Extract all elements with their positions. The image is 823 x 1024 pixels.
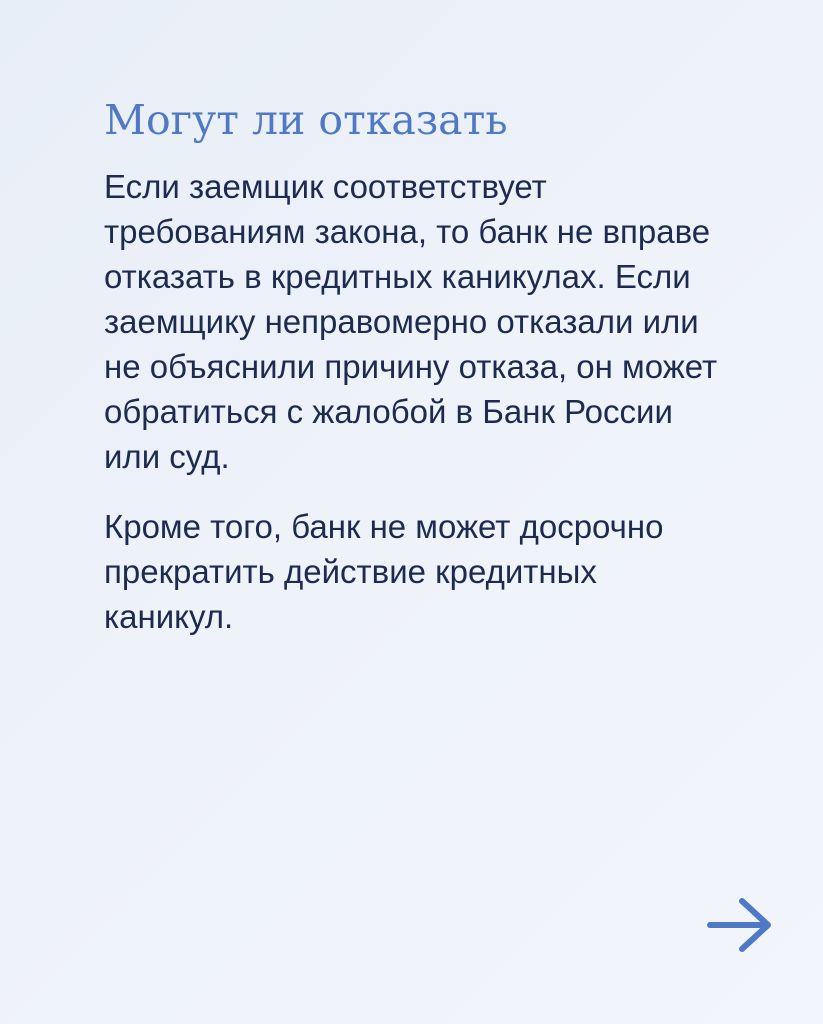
text-line: прекратить действие кредитных [104,553,597,590]
arrow-right-icon[interactable] [706,896,774,954]
paragraph-refusal-rules [104,164,784,479]
text-line: отказать в кредитных каникулах. Если [104,258,691,295]
text-line: Если заемщик соответствует [104,168,547,205]
text-line: не объяснили причину отказа, он может [104,348,718,385]
text-line: или суд. [104,438,230,475]
paragraph-early-termination [104,504,784,639]
text-line: каникул. [104,598,234,635]
text-line: Кроме того, банк не может досрочно [104,508,664,545]
slide-title: Могут ли отказать [104,96,508,144]
slide-body [104,164,784,664]
text-line: заемщику неправомерно отказали или [104,303,699,340]
text-line: требованиям закона, то банк не вправе [104,213,711,250]
text-line: обратиться с жалобой в Банк России [104,393,673,430]
